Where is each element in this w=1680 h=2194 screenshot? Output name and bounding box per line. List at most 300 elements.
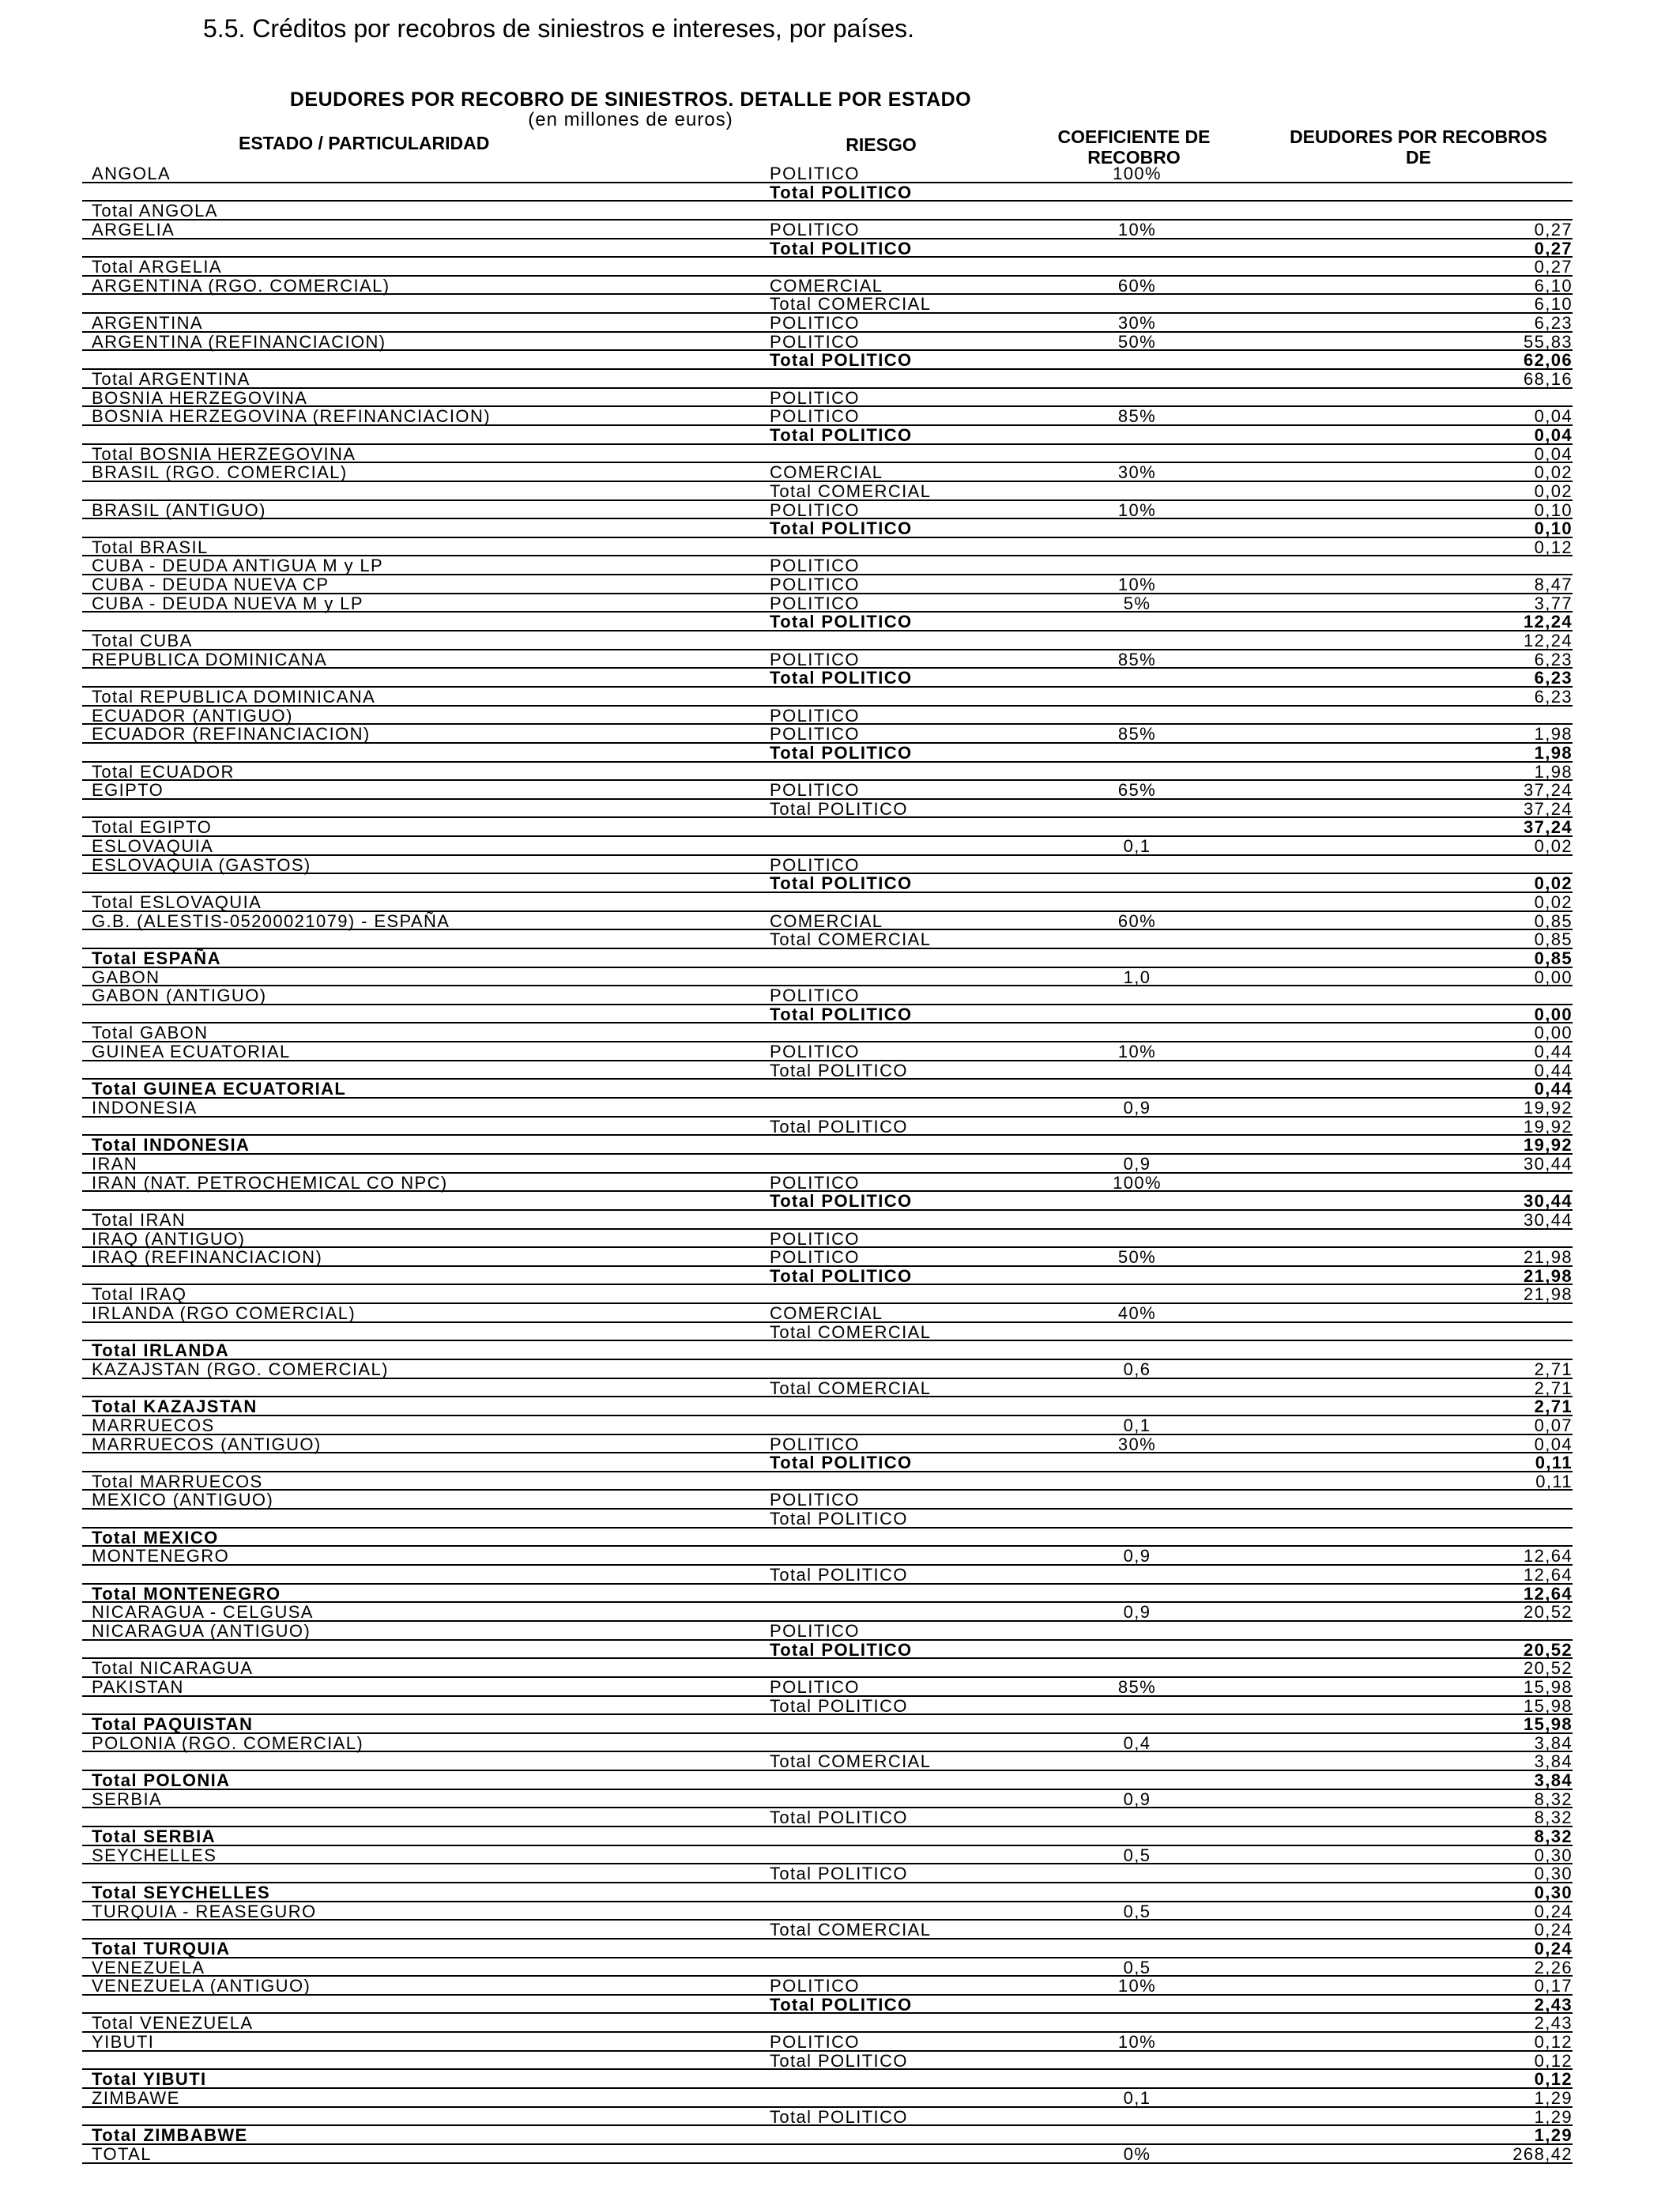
table-row [82,2014,1573,2033]
cell-deudores: 0,10 [1534,518,1573,539]
cell-estado: Total YIBUTI [92,2069,207,2090]
cell-estado: Total PAQUISTAN [92,1714,254,1735]
cell-riesgo: POLITICO [770,780,860,801]
cell-estado: Total VENEZUELA [92,2013,254,2034]
table-row [82,295,1573,314]
cell-coeficiente: 60% [1117,275,1157,296]
cell-coeficiente: 85% [1117,649,1157,669]
cell-deudores: 2,26 [1534,1957,1573,1977]
table-row [82,239,1573,258]
cell-deudores: 0,04 [1534,443,1573,464]
table-row [82,781,1573,800]
cell-riesgo: Total COMERCIAL [770,929,932,950]
cell-riesgo: POLITICO [770,986,860,1006]
cell-estado: ANGOLA [92,164,171,183]
cell-estado: Total ESPAÑA [92,948,221,968]
cell-estado: BOSNIA HERZEGOVINA [92,387,308,408]
table-title: DEUDORES POR RECOBRO DE SINIESTROS. DETALLE POR ESTADO [289,89,972,111]
table-row [82,1641,1573,1660]
cell-riesgo: POLITICO [770,2032,860,2053]
cell-riesgo: Total POLITICO [770,1994,913,2015]
table-row [82,277,1573,296]
cell-deudores: 8,32 [1534,1826,1573,1847]
cell-coeficiente: 0,5 [1123,1845,1151,1865]
cell-deudores: 0,27 [1534,257,1573,277]
cell-estado: Total REPUBLICA DOMINICANA [92,686,376,707]
table-row [82,1715,1573,1734]
table-row [82,1472,1573,1491]
cell-estado: Total IRAN [92,1209,186,1230]
table-row [82,1136,1573,1155]
cell-deudores: 21,98 [1523,1247,1573,1268]
table-row [82,2089,1573,2108]
table-row [82,1603,1573,1622]
table-row [82,389,1573,408]
cell-coeficiente: 85% [1117,406,1157,427]
table-subtitle: (en millones de euros) [528,109,733,130]
table-row [82,1304,1573,1323]
cell-deudores: 0,12 [1534,2032,1573,2053]
cell-riesgo: COMERCIAL [770,462,883,483]
cell-deudores: 12,24 [1523,631,1573,651]
table-row [82,1267,1573,1286]
cell-estado: ECUADOR (ANTIGUO) [92,705,293,726]
cell-estado: Total MARRUECOS [92,1471,263,1491]
cell-deudores: 0,04 [1534,1434,1573,1454]
cell-deudores: 8,47 [1534,575,1573,595]
cell-riesgo: POLITICO [770,387,860,408]
cell-deudores: 0,24 [1534,1901,1573,1921]
table-row [82,1547,1573,1566]
cell-deudores: 0,00 [1534,1023,1573,1043]
cell-estado: NICARAGUA - CELGUSA [92,1602,314,1623]
cell-riesgo: POLITICO [770,1676,860,1697]
cell-estado: MARRUECOS (ANTIGUO) [92,1434,322,1454]
cell-coeficiente: 0,9 [1123,1546,1151,1566]
table-row [82,1996,1573,2015]
cell-coeficiente: 30% [1117,313,1157,334]
debtors-table [82,164,1573,2164]
cell-coeficiente: 0,9 [1123,1153,1151,1174]
cell-riesgo: Total POLITICO [770,1191,913,1212]
table-row [82,1585,1573,1604]
table-row [82,2052,1573,2071]
cell-estado: REPUBLICA DOMINICANA [92,649,328,669]
cell-estado: Total ZIMBABWE [92,2125,248,2146]
table-row [82,650,1573,669]
cell-estado: ESLOVAQUIA (GASTOS) [92,854,311,875]
cell-riesgo: Total COMERCIAL [770,481,932,501]
cell-deudores: 20,52 [1523,1639,1573,1660]
cell-riesgo: Total COMERCIAL [770,1321,932,1342]
cell-deudores: 2,71 [1534,1397,1573,1417]
cell-deudores: 15,98 [1523,1676,1573,1697]
cell-riesgo: POLITICO [770,1247,860,1268]
table-row [82,968,1573,987]
table-row [82,221,1573,239]
cell-riesgo: Total POLITICO [770,1864,908,1884]
table-row [82,1453,1573,1472]
table-row [82,1622,1573,1641]
cell-deudores: 3,84 [1534,1751,1573,1772]
table-row [82,2108,1573,2127]
table-row [82,1397,1573,1416]
cell-deudores: 55,83 [1523,331,1573,352]
cell-deudores: 12,64 [1523,1583,1573,1604]
cell-deudores: 8,32 [1534,1789,1573,1809]
table-row [82,1734,1573,1753]
cell-deudores: 0,04 [1534,406,1573,427]
cell-estado: MONTENEGRO [92,1546,230,1566]
table-row [82,370,1573,389]
table-row [82,1285,1573,1304]
table-row [82,1360,1573,1379]
cell-deudores: 0,27 [1534,219,1573,239]
cell-coeficiente: 0,9 [1123,1098,1151,1118]
cell-riesgo: POLITICO [770,1172,860,1193]
table-row [82,333,1573,352]
cell-estado: IRLANDA (RGO COMERCIAL) [92,1303,356,1324]
cell-deudores: 3,84 [1534,1770,1573,1791]
cell-deudores: 0,00 [1534,1004,1573,1024]
cell-riesgo: POLITICO [770,219,860,239]
cell-estado: Total BOSNIA HERZEGOVINA [92,443,356,464]
cell-estado: MEXICO (ANTIGUO) [92,1490,274,1510]
cell-estado: ZIMBAWE [92,2087,180,2108]
table-row [82,164,1573,183]
cell-estado: IRAN [92,1153,138,1174]
table-row [82,314,1573,333]
cell-deudores: 0,11 [1535,1471,1573,1491]
table-row [82,1061,1573,1080]
cell-estado: BRASIL (ANTIGUO) [92,499,266,520]
cell-deudores: 12,24 [1523,612,1573,632]
cell-riesgo: Total POLITICO [770,1509,908,1529]
table-row [82,1174,1573,1193]
cell-coeficiente: 10% [1117,1976,1157,1996]
cell-deudores: 0,85 [1534,910,1573,931]
cell-estado: Total GUINEA ECUATORIAL [92,1079,347,1099]
cell-coeficiente: 85% [1117,1676,1157,1697]
cell-deudores: 21,98 [1523,1284,1573,1305]
cell-estado: EGIPTO [92,780,164,801]
table-row [82,912,1573,931]
table-row [82,1529,1573,1547]
table-row [82,1155,1573,1174]
cell-riesgo: POLITICO [770,724,860,745]
cell-deudores: 12,64 [1523,1565,1573,1585]
table-row [82,1752,1573,1771]
cell-estado: Total SEYCHELLES [92,1882,271,1902]
cell-deudores: 0,04 [1534,424,1573,445]
cell-riesgo: Total POLITICO [770,1565,908,1585]
cell-deudores: 15,98 [1523,1714,1573,1735]
cell-deudores: 1,98 [1534,724,1573,745]
column-header-riesgo: RIESGO [846,134,917,155]
table-row [82,407,1573,426]
cell-riesgo: Total COMERCIAL [770,1920,932,1940]
table-row [82,725,1573,744]
cell-deudores: 1,29 [1534,2125,1573,2146]
cell-deudores: 1,98 [1534,761,1573,782]
table-row [82,1566,1573,1585]
cell-coeficiente: 65% [1117,780,1157,801]
section-heading: 5.5. Créditos por recobros de siniestros e intereses, por países. [203,14,914,43]
cell-riesgo: Total POLITICO [770,612,913,632]
table-row [82,1697,1573,1716]
cell-riesgo: Total POLITICO [770,1808,908,1828]
table-row [82,1416,1573,1435]
table-row [82,501,1573,520]
cell-deudores: 3,77 [1534,593,1573,613]
cell-deudores: 0,10 [1534,499,1573,520]
cell-deudores: 2,43 [1534,2013,1573,2034]
cell-deudores: 19,92 [1523,1116,1573,1137]
cell-estado: VENEZUELA [92,1957,205,1977]
cell-estado: SERBIA [92,1789,163,1809]
table-row [82,688,1573,707]
table-row [82,202,1573,221]
table-row [82,1248,1573,1267]
table-row [82,837,1573,856]
cell-estado: POLONIA (RGO. COMERCIAL) [92,1732,364,1753]
table-row [82,874,1573,893]
cell-estado: Total BRASIL [92,537,209,557]
cell-coeficiente: 40% [1117,1303,1157,1324]
cell-deudores: 0,12 [1534,537,1573,557]
cell-riesgo: POLITICO [770,331,860,352]
cell-estado: Total TURQUIA [92,1938,231,1958]
table-row [82,763,1573,782]
cell-deudores: 6,23 [1534,686,1573,707]
cell-deudores: 15,98 [1523,1695,1573,1716]
cell-estado: PAKISTAN [92,1676,184,1697]
cell-deudores: 12,64 [1523,1546,1573,1566]
cell-riesgo: Total POLITICO [770,742,913,763]
cell-coeficiente: 10% [1117,575,1157,595]
table-row [82,1230,1573,1249]
cell-coeficiente: 0,6 [1123,1359,1151,1379]
table-row [82,1379,1573,1398]
cell-deudores: 0,44 [1534,1079,1573,1099]
cell-riesgo: POLITICO [770,556,860,576]
cell-deudores: 0,02 [1534,892,1573,912]
table-row [82,556,1573,575]
cell-riesgo: POLITICO [770,1434,860,1454]
cell-estado: IRAQ (REFINANCIACION) [92,1247,323,1268]
table-row [82,1808,1573,1827]
cell-estado: TOTAL [92,2143,152,2164]
table-row [82,613,1573,631]
cell-estado: Total NICARAGUA [92,1658,254,1679]
cell-coeficiente: 5% [1123,593,1151,613]
cell-deudores: 37,24 [1523,817,1573,838]
cell-estado: ARGELIA [92,219,175,239]
cell-estado: Total EGIPTO [92,817,213,838]
table-row [82,1023,1573,1042]
cell-coeficiente: 0,9 [1123,1602,1151,1623]
cell-estado: IRAN (NAT. PETROCHEMICAL CO NPC) [92,1172,448,1193]
cell-coeficiente: 0,5 [1123,1901,1151,1921]
cell-coeficiente: 0,5 [1123,1957,1151,1977]
cell-estado: Total CUBA [92,631,193,651]
cell-coeficiente: 100% [1113,164,1162,183]
cell-estado: CUBA - DEUDA ANTIGUA M y LP [92,556,384,576]
table-row [82,1977,1573,1996]
cell-riesgo: Total POLITICO [770,1695,908,1716]
cell-estado: IRAQ (ANTIGUO) [92,1228,246,1249]
table-row [82,1902,1573,1921]
cell-deudores: 0,85 [1534,948,1573,968]
cell-deudores: 6,10 [1534,275,1573,296]
cell-deudores: 0,24 [1534,1938,1573,1958]
cell-coeficiente: 0,1 [1123,836,1151,857]
table-row [82,351,1573,370]
table-row [82,1510,1573,1529]
cell-coeficiente: 0,4 [1123,1732,1151,1753]
cell-deudores: 20,52 [1523,1602,1573,1623]
cell-riesgo: POLITICO [770,1490,860,1510]
cell-deudores: 0,00 [1534,967,1573,987]
cell-riesgo: POLITICO [770,593,860,613]
cell-riesgo: Total POLITICO [770,1453,913,1473]
cell-coeficiente: 10% [1117,2032,1157,2053]
cell-deudores: 0,02 [1534,836,1573,857]
cell-deudores: 0,02 [1534,481,1573,501]
table-row [82,258,1573,277]
table-row [82,669,1573,688]
cell-deudores: 0,12 [1534,2050,1573,2071]
cell-deudores: 0,02 [1534,462,1573,483]
cell-coeficiente: 30% [1117,1434,1157,1454]
cell-riesgo: Total POLITICO [770,182,913,202]
cell-riesgo: Total COMERCIAL [770,1751,932,1772]
table-row [82,519,1573,538]
cell-riesgo: Total POLITICO [770,1116,908,1137]
cell-deudores: 2,71 [1534,1378,1573,1398]
cell-estado: Total IRLANDA [92,1340,230,1361]
cell-riesgo: Total POLITICO [770,2106,908,2127]
cell-riesgo: Total POLITICO [770,1060,908,1080]
table-row [82,1080,1573,1099]
cell-riesgo: Total POLITICO [770,798,908,819]
table-row [82,744,1573,763]
cell-deudores: 30,44 [1523,1191,1573,1212]
table-row [82,2145,1573,2164]
column-header-estado: ESTADO / PARTICULARIDAD [239,133,490,153]
cell-estado: G.B. (ALESTIS-05200021079) - ESPAÑA [92,910,450,931]
cell-estado: VENEZUELA (ANTIGUO) [92,1976,311,1996]
cell-estado: Total MONTENEGRO [92,1583,281,1604]
cell-estado: NICARAGUA (ANTIGUO) [92,1620,311,1641]
cell-deudores: 0,12 [1534,2069,1573,2090]
table-row [82,1099,1573,1118]
cell-deudores: 0,07 [1534,1415,1573,1435]
table-row [82,1118,1573,1137]
table-row [82,1435,1573,1454]
table-row [82,1211,1573,1230]
table-row [82,1940,1573,1958]
cell-coeficiente: 50% [1117,1247,1157,1268]
table-row [82,1491,1573,1510]
table-row [82,800,1573,819]
table-row [82,1883,1573,1902]
table-row [82,631,1573,650]
cell-coeficiente: 0,1 [1123,2087,1151,2108]
table-row [82,575,1573,594]
table-row [82,1921,1573,1940]
cell-estado: YIBUTI [92,2032,155,2053]
cell-riesgo: POLITICO [770,499,860,520]
table-row [82,538,1573,557]
cell-riesgo: POLITICO [770,649,860,669]
cell-deudores: 1,29 [1534,2106,1573,2127]
cell-estado: Total POLONIA [92,1770,231,1791]
cell-estado: CUBA - DEUDA NUEVA M y LP [92,593,363,613]
cell-riesgo: Total POLITICO [770,1265,913,1286]
cell-deudores: 6,23 [1534,649,1573,669]
cell-coeficiente: 10% [1117,1042,1157,1062]
cell-riesgo: POLITICO [770,164,860,183]
cell-riesgo: Total POLITICO [770,424,913,445]
table-row [82,1659,1573,1678]
cell-riesgo: POLITICO [770,313,860,334]
table-row [82,2033,1573,2052]
cell-estado: ARGENTINA (REFINANCIACION) [92,331,386,352]
column-header-deudores: DEUDORES POR RECOBROS DE [1290,126,1547,168]
table-row [82,856,1573,875]
table-row [82,1042,1573,1061]
table-row [82,463,1573,482]
table-row [82,930,1573,949]
table-row [82,707,1573,726]
cell-deudores: 0,30 [1534,1864,1573,1884]
cell-deudores: 0,02 [1534,873,1573,894]
cell-deudores: 0,30 [1534,1882,1573,1902]
cell-riesgo: COMERCIAL [770,1303,883,1324]
cell-estado: ECUADOR (REFINANCIACION) [92,724,371,745]
table-row [82,1005,1573,1024]
cell-riesgo: Total POLITICO [770,1004,913,1024]
cell-coeficiente: 0,9 [1123,1789,1151,1809]
cell-deudores: 2,43 [1534,1994,1573,2015]
cell-estado: Total ARGENTINA [92,369,250,390]
table-row [82,183,1573,202]
cell-deudores: 6,10 [1534,294,1573,315]
cell-deudores: 30,44 [1523,1209,1573,1230]
cell-deudores: 0,11 [1535,1453,1573,1473]
cell-coeficiente: 10% [1117,219,1157,239]
cell-deudores: 37,24 [1523,798,1573,819]
table-row [82,445,1573,464]
cell-deudores: 0,30 [1534,1845,1573,1865]
cell-coeficiente: 0,1 [1123,1415,1151,1435]
cell-deudores: 20,52 [1523,1658,1573,1679]
cell-estado: CUBA - DEUDA NUEVA CP [92,575,330,595]
cell-estado: Total KAZAJSTAN [92,1397,258,1417]
cell-estado: ARGENTINA [92,313,203,334]
cell-deudores: 2,71 [1534,1359,1573,1379]
cell-deudores: 0,27 [1534,238,1573,258]
column-header-coeficiente: COEFICIENTE DE RECOBRO [1057,126,1211,168]
cell-estado: Total GABON [92,1023,209,1043]
cell-estado: Total MEXICO [92,1527,219,1547]
cell-coeficiente: 1,0 [1123,967,1151,987]
cell-deudores: 0,17 [1534,1976,1573,1996]
cell-coeficiente: 10% [1117,499,1157,520]
cell-deudores: 1,98 [1534,742,1573,763]
cell-riesgo: POLITICO [770,1620,860,1641]
